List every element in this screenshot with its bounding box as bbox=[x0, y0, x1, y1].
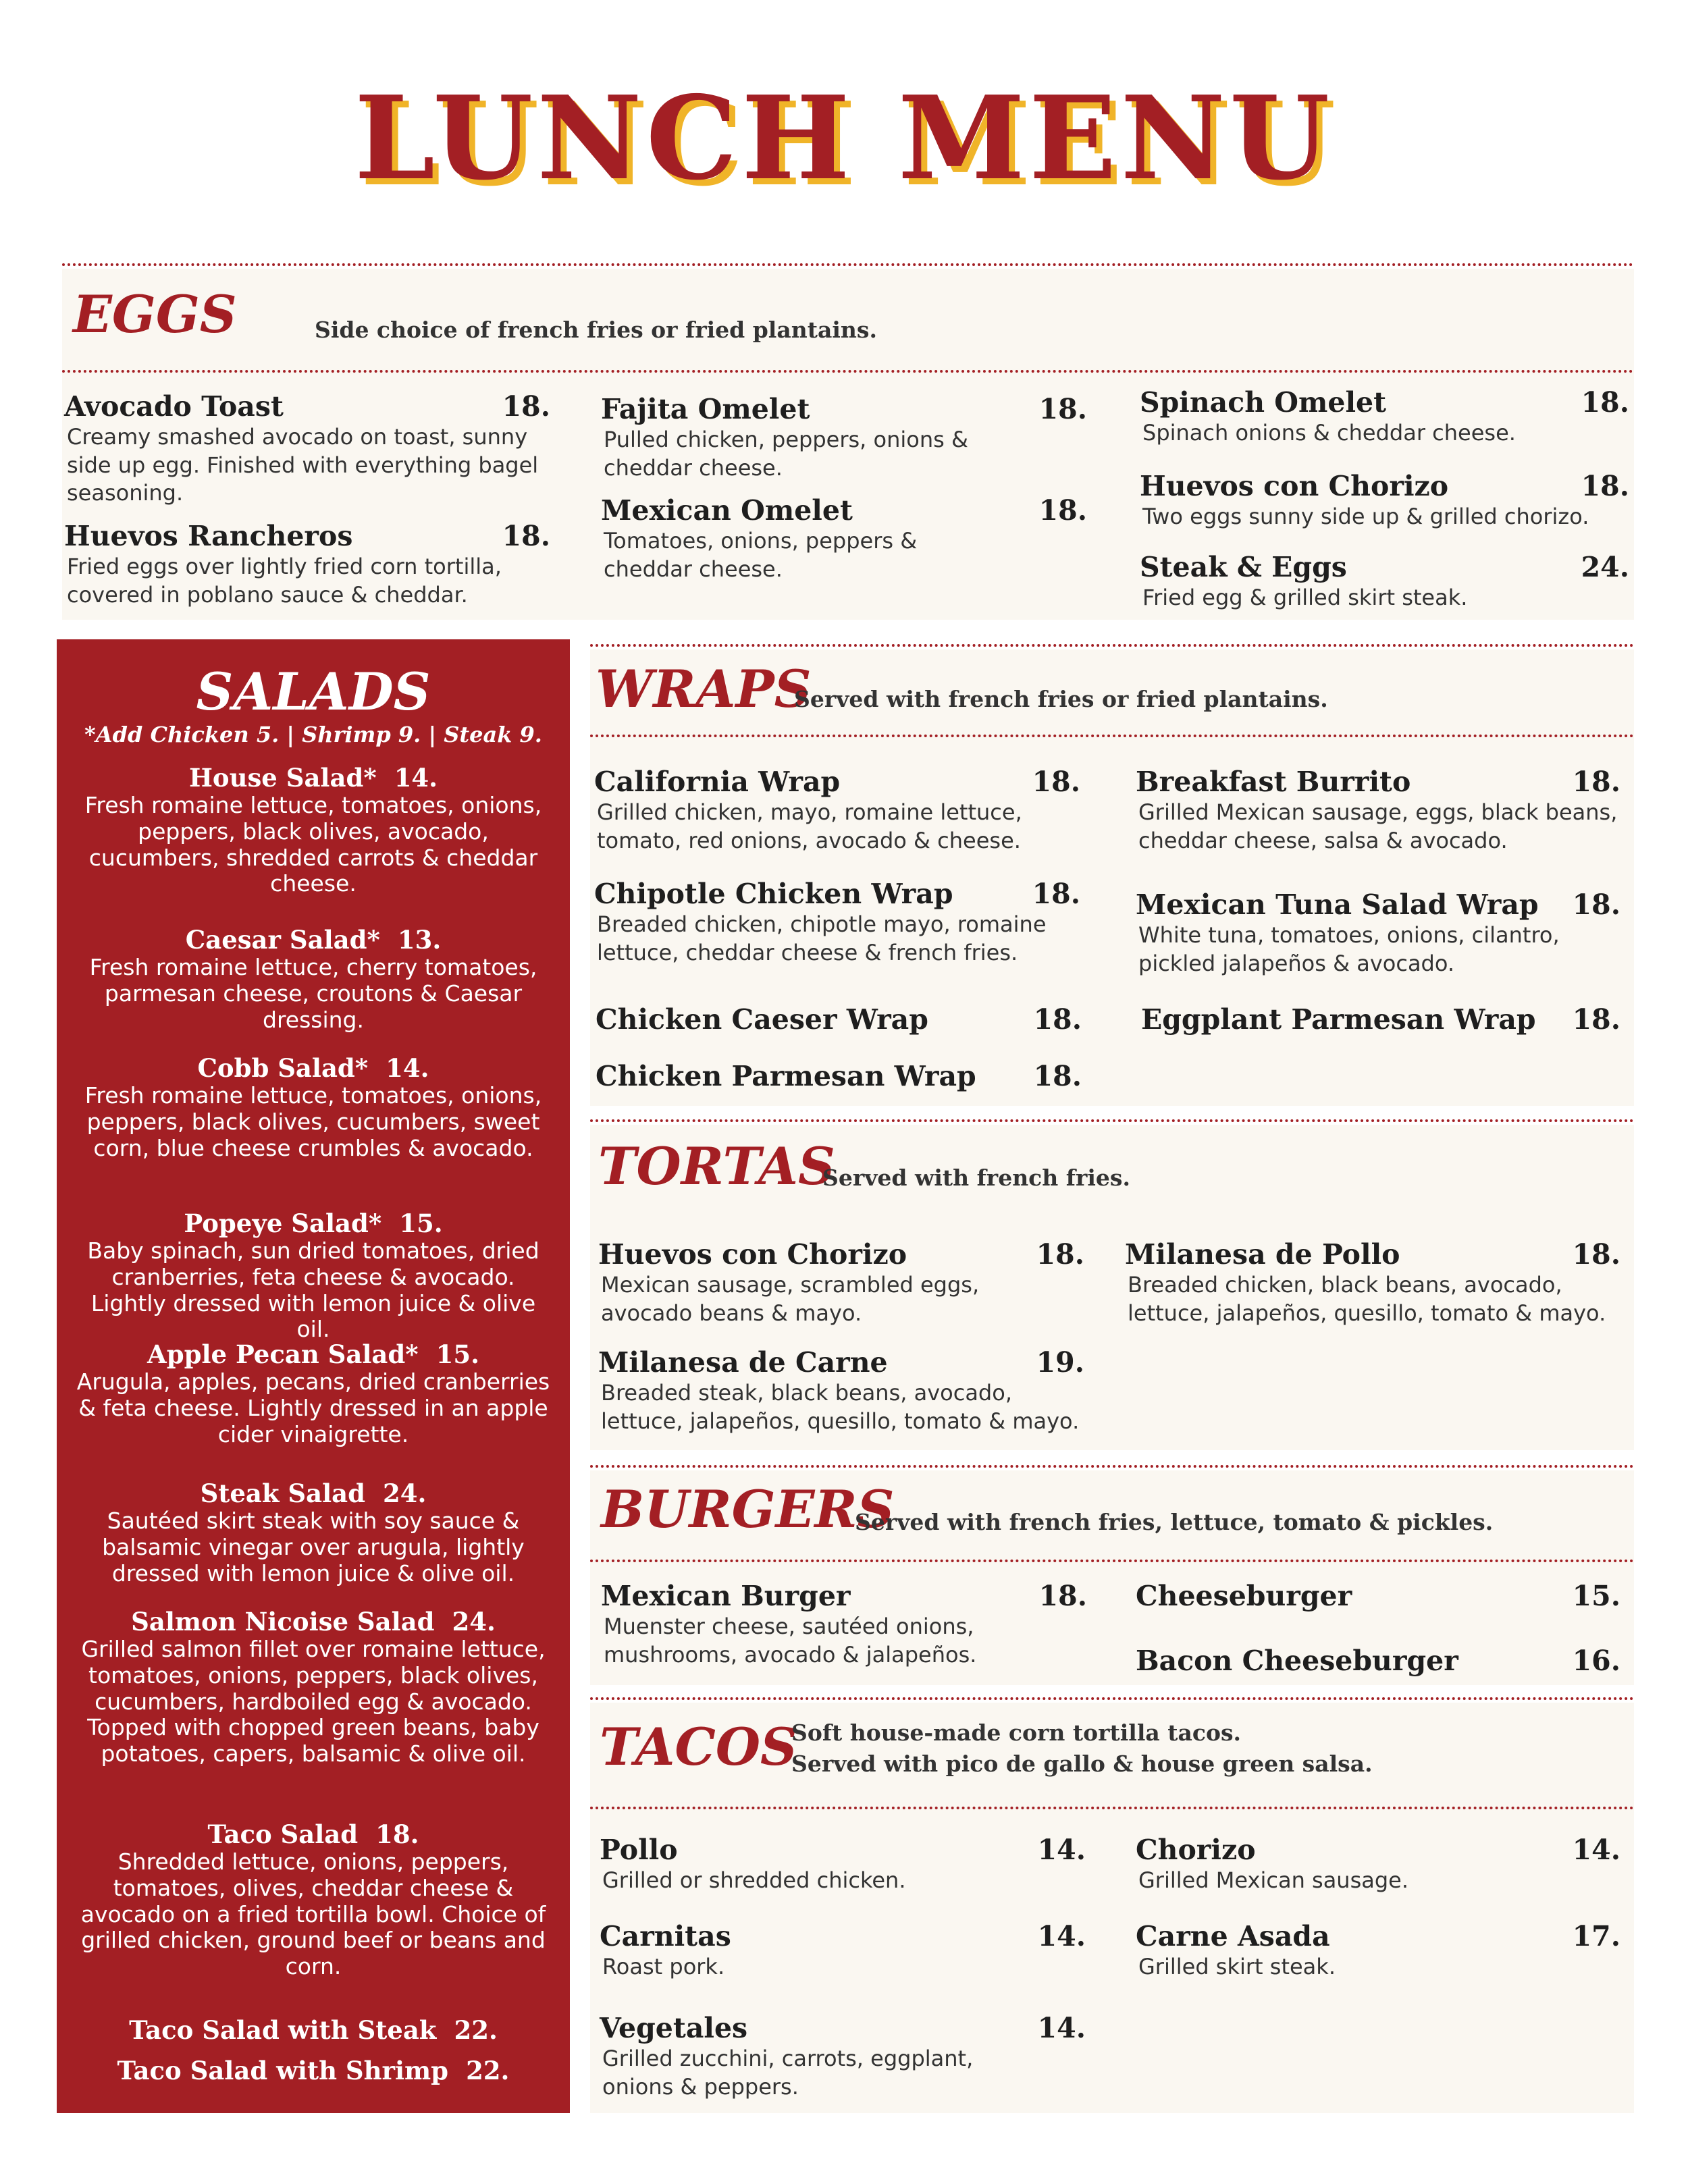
item-name: Chicken Parmesan Wrap bbox=[596, 1060, 976, 1092]
item-price: 16. bbox=[1572, 1645, 1620, 1677]
item-name: Chipotle Chicken Wrap bbox=[594, 878, 953, 910]
item-price: 18. bbox=[1032, 878, 1080, 910]
item-desc: Roast pork. bbox=[602, 1954, 725, 1980]
menu-item bbox=[1141, 1003, 1620, 1036]
menu-item bbox=[598, 1238, 1084, 1327]
divider bbox=[62, 370, 1634, 373]
salad-item bbox=[57, 1819, 570, 1979]
item-price: 17. bbox=[1572, 1920, 1620, 1952]
item-desc: Breaded steak, black beans, avocado, lettuce, jalapeños, quesillo, tomato & mayo. bbox=[601, 1380, 1080, 1434]
divider bbox=[590, 644, 1634, 647]
item-name: Mexican Burger bbox=[601, 1580, 851, 1612]
item-price: 18. bbox=[1038, 393, 1087, 425]
item-name: Milanesa de Pollo bbox=[1125, 1238, 1400, 1271]
item-price: 18. bbox=[1572, 888, 1620, 921]
menu-item bbox=[600, 2012, 1086, 2101]
salad-item bbox=[57, 763, 570, 897]
item-price: 14. bbox=[1037, 1834, 1086, 1866]
salads-note: *Add Chicken 5. | Shrimp 9. | Steak 9. bbox=[84, 722, 542, 747]
item-price: 22. bbox=[454, 2015, 498, 2045]
item-desc: Sautéed skirt steak with soy sauce & balsamic vinegar over arugula, lightly dressed with lemon juice & olive oil. bbox=[102, 1508, 525, 1587]
item-desc: Fried egg & grilled skirt steak. bbox=[1142, 585, 1468, 611]
item-desc: Grilled Mexican sausage. bbox=[1138, 1867, 1409, 1894]
salad-item bbox=[57, 1053, 570, 1161]
menu-item bbox=[1136, 1920, 1620, 1981]
menu-item bbox=[1136, 1834, 1620, 1895]
item-price: 15. bbox=[1572, 1580, 1620, 1612]
item-desc: Creamy smashed avocado on toast, sunny side up egg. Finished with everything bagel seasoning. bbox=[67, 424, 539, 506]
menu-item bbox=[600, 1834, 1086, 1895]
menu-item bbox=[601, 393, 1087, 482]
item-price: 14. bbox=[1037, 1920, 1086, 1952]
item-desc: Grilled zucchini, carrots, eggplant, onions & peppers. bbox=[602, 2046, 974, 2100]
item-name: Taco Salad with Shrimp bbox=[117, 2056, 449, 2085]
menu-item bbox=[1136, 1580, 1620, 1613]
salad-item bbox=[57, 2015, 570, 2045]
item-price: 18. bbox=[375, 1819, 419, 1849]
item-price: 18. bbox=[1572, 1238, 1620, 1271]
burgers-heading: BURGERS bbox=[601, 1479, 895, 1539]
menu-item bbox=[64, 390, 550, 508]
item-name: Spinach Omelet bbox=[1140, 386, 1387, 419]
item-name: Popeye Salad* bbox=[184, 1208, 382, 1238]
menu-item bbox=[598, 1346, 1084, 1435]
menu-item bbox=[596, 1060, 1082, 1093]
item-name: Caesar Salad* bbox=[185, 925, 380, 955]
item-desc: Two eggs sunny side up & grilled chorizo. bbox=[1142, 504, 1589, 530]
salads-heading: SALADS bbox=[196, 662, 431, 722]
item-price: 14. bbox=[1037, 2012, 1086, 2044]
menu-item bbox=[1136, 766, 1620, 855]
item-name: California Wrap bbox=[594, 766, 841, 798]
item-name: Taco Salad with Steak bbox=[129, 2015, 437, 2045]
salad-item bbox=[57, 2056, 570, 2085]
item-name: Mexican Omelet bbox=[601, 494, 853, 527]
item-desc: Breaded chicken, black beans, avocado, lettuce, jalapeños, quesillo, tomato & mayo. bbox=[1128, 1272, 1606, 1326]
salad-item bbox=[57, 925, 570, 1033]
item-price: 18. bbox=[1581, 470, 1629, 502]
item-price: 22. bbox=[466, 2056, 510, 2085]
item-name: Huevos con Chorizo bbox=[1140, 470, 1449, 502]
menu-item bbox=[1140, 470, 1629, 531]
item-desc: Fresh romaine lettuce, tomatoes, onions, peppers, black olives, avocado, cucumbers, shredded carrots & cheddar cheese. bbox=[84, 792, 542, 897]
item-price: 14. bbox=[1572, 1834, 1620, 1866]
item-name: Pollo bbox=[600, 1834, 678, 1866]
tortas-note: Served with french fries. bbox=[822, 1165, 1130, 1191]
item-name: Cobb Salad* bbox=[197, 1053, 369, 1083]
item-price: 19. bbox=[1036, 1346, 1084, 1379]
item-price: 18. bbox=[502, 520, 550, 552]
item-name: Apple Pecan Salad* bbox=[147, 1339, 419, 1369]
item-desc: Shredded lettuce, onions, peppers, tomatoes, olives, cheddar cheese & avocado on a fried tortilla bowl. Choice of grilled chicken, ground beef or beans and corn. bbox=[80, 1848, 546, 1979]
item-price: 24. bbox=[383, 1479, 427, 1508]
item-name: Vegetales bbox=[600, 2012, 748, 2044]
item-price: 24. bbox=[1581, 551, 1629, 583]
item-name: Eggplant Parmesan Wrap bbox=[1141, 1003, 1536, 1036]
tacos-heading: TACOS bbox=[600, 1717, 797, 1777]
item-desc: Pulled chicken, peppers, onions & cheddar cheese. bbox=[604, 427, 968, 481]
item-name: Chorizo bbox=[1136, 1834, 1256, 1866]
item-name: Bacon Cheeseburger bbox=[1136, 1645, 1458, 1677]
wraps-heading: WRAPS bbox=[596, 659, 812, 719]
item-price: 18. bbox=[1032, 766, 1080, 798]
item-price: 15. bbox=[436, 1339, 479, 1369]
menu-item bbox=[1136, 888, 1620, 978]
item-desc: Grilled Mexican sausage, eggs, black beans, cheddar cheese, salsa & avocado. bbox=[1138, 799, 1618, 853]
item-price: 18. bbox=[1033, 1060, 1082, 1092]
item-desc: Baby spinach, sun dried tomatoes, dried cranberries, feta cheese & avocado. Lightly dressed with lemon juice & olive oil. bbox=[87, 1237, 539, 1343]
item-name: Milanesa de Carne bbox=[598, 1346, 888, 1379]
item-desc: Grilled or shredded chicken. bbox=[602, 1867, 906, 1894]
item-desc: Fresh romaine lettuce, tomatoes, onions, peppers, black olives, cucumbers, sweet corn, blue cheese crumbles & avocado. bbox=[84, 1082, 542, 1161]
item-price: 18. bbox=[502, 390, 550, 423]
item-price: 18. bbox=[1572, 1003, 1620, 1036]
item-desc: Grilled skirt steak. bbox=[1138, 1954, 1336, 1980]
item-price: 18. bbox=[1033, 1003, 1082, 1036]
item-price: 24. bbox=[452, 1607, 496, 1636]
item-price: 18. bbox=[1038, 1580, 1087, 1612]
menu-title: LUNCH MENU bbox=[354, 71, 1334, 206]
menu-item bbox=[1136, 1645, 1620, 1678]
item-desc: Spinach onions & cheddar cheese. bbox=[1142, 420, 1516, 446]
item-name: Fajita Omelet bbox=[601, 393, 810, 425]
eggs-heading: EGGS bbox=[73, 284, 237, 344]
item-price: 14. bbox=[386, 1053, 429, 1083]
menu-item bbox=[1140, 551, 1629, 612]
item-price: 14. bbox=[394, 763, 438, 793]
menu-item bbox=[1140, 386, 1629, 448]
item-desc: Muenster cheese, sautéed onions, mushrooms, avocado & jalapeños. bbox=[604, 1614, 977, 1668]
menu-item bbox=[594, 766, 1080, 855]
item-name: Carnitas bbox=[600, 1920, 731, 1952]
tortas-heading: TORTAS bbox=[598, 1136, 835, 1196]
burgers-note: Served with french fries, lettuce, tomato & pickles. bbox=[855, 1509, 1494, 1535]
salads-panel bbox=[57, 639, 570, 2113]
item-name: Carne Asada bbox=[1136, 1920, 1330, 1952]
item-name: Huevos Rancheros bbox=[64, 520, 353, 552]
item-desc: Grilled salmon fillet over romaine lettuce, tomatoes, onions, peppers, black olives, cucumbers, hardboiled egg & avocado. Topped with chopped green beans, baby potatoes, capers, balsamic & olive oil. bbox=[81, 1636, 546, 1767]
item-desc: Fried eggs over lightly fried corn tortilla, covered in poblano sauce & cheddar. bbox=[67, 554, 502, 608]
item-desc: Arugula, apples, pecans, dried cranberries & feta cheese. Lightly dressed in an apple cider vinaigrette. bbox=[76, 1368, 550, 1447]
divider bbox=[62, 263, 1634, 266]
tacos-note-1: Soft house-made corn tortilla tacos. bbox=[791, 1720, 1242, 1746]
item-name: Steak Salad bbox=[200, 1479, 366, 1508]
item-price: 18. bbox=[1581, 386, 1629, 419]
item-name: Mexican Tuna Salad Wrap bbox=[1136, 888, 1539, 921]
item-price: 18. bbox=[1036, 1238, 1084, 1271]
item-desc: White tuna, tomatoes, onions, cilantro, pickled jalapeños & avocado. bbox=[1138, 922, 1560, 976]
salad-item bbox=[57, 1479, 570, 1587]
item-desc: Tomatoes, onions, peppers & cheddar cheese. bbox=[604, 528, 918, 582]
item-desc: Breaded chicken, chipotle mayo, romaine lettuce, cheddar cheese & french fries. bbox=[597, 911, 1047, 965]
salad-item bbox=[57, 1339, 570, 1447]
menu-item bbox=[594, 878, 1080, 967]
item-name: Breakfast Burrito bbox=[1136, 766, 1411, 798]
salad-item bbox=[57, 1607, 570, 1767]
item-name: House Salad* bbox=[188, 763, 377, 793]
wraps-note: Served with french fries or fried plantains. bbox=[794, 686, 1328, 712]
divider bbox=[590, 1119, 1634, 1122]
tacos-note-2: Served with pico de gallo & house green salsa. bbox=[791, 1751, 1373, 1777]
item-name: Cheeseburger bbox=[1136, 1580, 1352, 1612]
menu-item bbox=[596, 1003, 1082, 1036]
divider bbox=[590, 1697, 1634, 1700]
menu-item bbox=[1125, 1238, 1620, 1327]
divider bbox=[590, 1560, 1634, 1562]
item-price: 18. bbox=[1038, 494, 1087, 527]
item-name: Steak & Eggs bbox=[1140, 551, 1347, 583]
divider bbox=[590, 1465, 1634, 1468]
menu-item bbox=[601, 1580, 1087, 1669]
item-name: Chicken Caeser Wrap bbox=[596, 1003, 928, 1036]
menu-item bbox=[601, 494, 1087, 583]
item-desc: Grilled chicken, mayo, romaine lettuce, tomato, red onions, avocado & cheese. bbox=[597, 799, 1022, 853]
divider bbox=[590, 1807, 1634, 1809]
item-price: 18. bbox=[1572, 766, 1620, 798]
salad-item bbox=[57, 1208, 570, 1343]
item-name: Salmon Nicoise Salad bbox=[131, 1607, 435, 1636]
menu-item bbox=[64, 520, 550, 609]
item-price: 15. bbox=[399, 1208, 443, 1238]
item-name: Taco Salad bbox=[207, 1819, 359, 1849]
item-name: Huevos con Chorizo bbox=[598, 1238, 907, 1271]
item-desc: Mexican sausage, scrambled eggs, avocado beans & mayo. bbox=[601, 1272, 980, 1326]
divider bbox=[590, 735, 1634, 737]
item-name: Avocado Toast bbox=[64, 390, 284, 423]
eggs-note: Side choice of french fries or fried plantains. bbox=[315, 317, 877, 343]
item-price: 13. bbox=[397, 925, 442, 955]
item-desc: Fresh romaine lettuce, cherry tomatoes, parmesan cheese, croutons & Caesar dressing. bbox=[89, 954, 537, 1033]
menu-item bbox=[600, 1920, 1086, 1981]
